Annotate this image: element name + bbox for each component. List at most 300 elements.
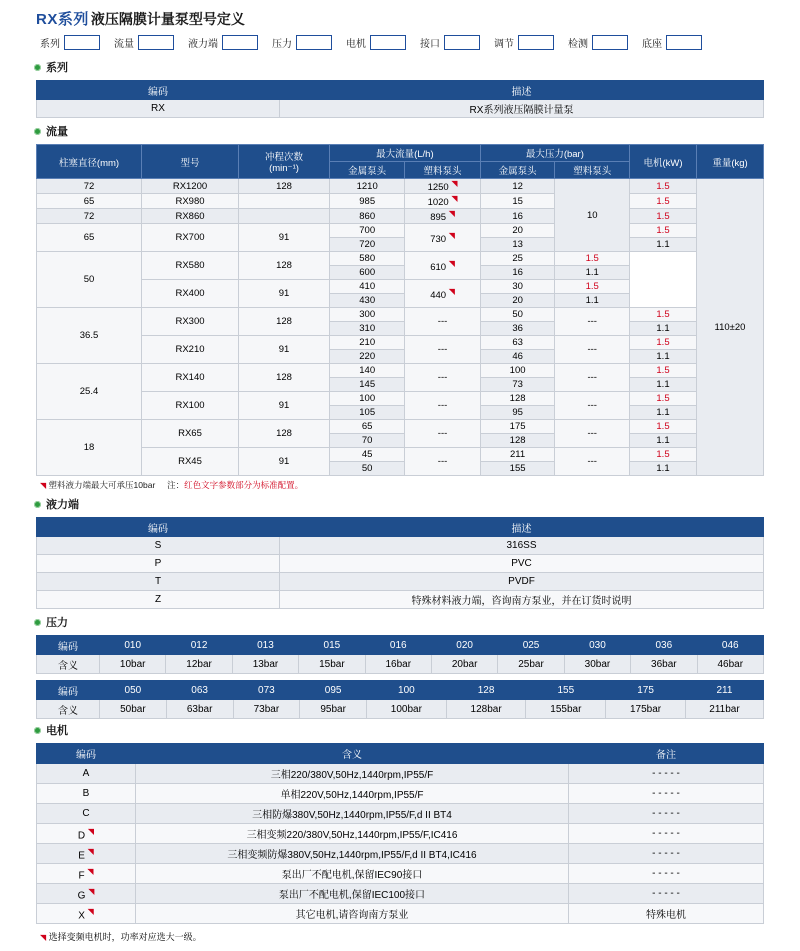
liquid-end-body (37, 537, 764, 609)
cell-motor-power: 1.5 (630, 308, 697, 322)
cell-motor-power: 1.1 (630, 322, 697, 336)
cell-pressure-metal: 36 (480, 322, 555, 336)
pressure-body-2 (37, 681, 764, 719)
table-row (37, 844, 764, 864)
table-row (37, 364, 764, 378)
cell-strokes: 91 (239, 448, 330, 476)
cell-pressure-metal: 50 (480, 308, 555, 322)
cell-pressure-metal: 30 (480, 280, 555, 294)
col-strokes (239, 145, 330, 179)
cell-model: RX65 (142, 420, 239, 448)
table-row (37, 591, 764, 609)
table-row (37, 100, 764, 118)
cell-motor-code: A (37, 764, 136, 784)
bullet-dot-icon (34, 619, 41, 626)
cell-strokes: 128 (239, 364, 330, 392)
cell-motor-meaning: 泵出厂不配电机,保留IEC90接口 (136, 864, 569, 884)
cell-pressure-code: 013 (232, 636, 298, 655)
col-code: 编码 (37, 81, 280, 100)
cell-model: RX400 (142, 280, 239, 308)
flow-table-body (37, 179, 764, 476)
cell-code: S (37, 537, 280, 555)
cell-motor-remark: - - - - - (569, 864, 764, 884)
cell-pressure-value: 15bar (299, 655, 365, 674)
cell-desc: RX系列液压隔膜计量泵 (280, 100, 764, 118)
cell-motor-power: 1.5 (630, 194, 697, 209)
cell-motor-power: 1.5 (630, 392, 697, 406)
cell-motor-code: F ◥ (37, 864, 136, 884)
cell-model: RX140 (142, 364, 239, 392)
cell-pressure-plastic: --- (555, 336, 630, 364)
cell-strokes: 91 (239, 336, 330, 364)
cell-pressure-value: 100bar (367, 700, 447, 719)
cell-strokes: 128 (239, 252, 330, 280)
pressure-value-row (37, 700, 764, 719)
section-header-pressure (0, 611, 800, 633)
cell-code: P (37, 555, 280, 573)
cell-pressure-value: 20bar (431, 655, 497, 674)
row-label-meaning: 含义 (37, 700, 100, 719)
cell-strokes: 128 (239, 179, 330, 194)
motor-footnote (0, 924, 800, 943)
code-label: 压力 (272, 39, 292, 50)
note-red: 红色文字参数部分为标准配置。 (184, 480, 304, 491)
cell-pressure-metal: 211 (480, 448, 555, 462)
section-header-motor (0, 719, 800, 741)
cell-motor-meaning: 三相变频220/380V,50Hz,1440rpm,IP55/F,IC416 (136, 824, 569, 844)
cell-pressure-code: 175 (606, 681, 686, 700)
cell-flow-plastic: --- (405, 336, 480, 364)
cell-flow-plastic: 895 ◥ (405, 209, 480, 224)
cell-model: RX100 (142, 392, 239, 420)
cell-flow-metal: 220 (330, 350, 405, 364)
section-title: 压力 (46, 617, 68, 630)
cell-pressure-metal: 95 (480, 406, 555, 420)
cell-motor-power: 1.1 (630, 406, 697, 420)
cell-piston-diameter: 18 (37, 420, 142, 476)
cell-pressure-metal: 128 (480, 392, 555, 406)
table-header-row (37, 744, 764, 764)
code-label: 检测 (568, 39, 588, 50)
cell-motor-meaning: 其它电机,请咨询南方泵业 (136, 904, 569, 924)
table-row (37, 573, 764, 591)
pressure-code-row (37, 636, 764, 655)
cell-pressure-code: 046 (697, 636, 763, 655)
cell-motor-remark: - - - - - (569, 884, 764, 904)
cell-strokes (239, 194, 330, 209)
table-row (37, 804, 764, 824)
table-row (37, 555, 764, 573)
cell-pressure-metal: 20 (480, 224, 555, 238)
cell-flow-plastic: 440 ◥ (405, 280, 480, 308)
cell-desc: 316SS (280, 537, 764, 555)
section-title: 流量 (46, 126, 68, 138)
code-label: 底座 (642, 39, 662, 50)
cell-flow-metal: 145 (330, 378, 405, 392)
pressure-body-1 (37, 636, 764, 674)
cell-code: T (37, 573, 280, 591)
cell-flow-metal: 70 (330, 434, 405, 448)
col-flow-metal: 金属泵头 (330, 162, 405, 179)
cell-motor-code: C (37, 804, 136, 824)
cell-pressure-code: 100 (367, 681, 447, 700)
cell-motor-power: 1.5 (555, 252, 630, 266)
cell-pressure-code: 010 (100, 636, 166, 655)
table-row (37, 179, 764, 194)
cell-flow-metal: 720 (330, 238, 405, 252)
table-row (37, 336, 764, 350)
col-pres-metal: 金属泵头 (480, 162, 555, 179)
code-item-base (642, 35, 702, 50)
cell-flow-metal: 700 (330, 224, 405, 238)
pressure-value-row (37, 655, 764, 674)
motor-table (36, 743, 764, 924)
cell-flow-plastic: 1020 ◥ (405, 194, 480, 209)
cell-flow-metal: 985 (330, 194, 405, 209)
table-row (37, 784, 764, 804)
cell-code: Z (37, 591, 280, 609)
col-code: 编码 (37, 518, 280, 537)
code-input-box[interactable] (64, 35, 100, 50)
cell-motor-power: 1.1 (555, 294, 630, 308)
cell-motor-meaning: 三相变频防爆380V,50Hz,1440rpm,IP55/F,d II BT4,IC416 (136, 844, 569, 864)
pressure-code-row (37, 681, 764, 700)
cell-pressure-value: 63bar (166, 700, 233, 719)
cell-piston-diameter: 72 (37, 209, 142, 224)
table-row (37, 864, 764, 884)
cell-flow-metal: 45 (330, 448, 405, 462)
section-header-series (0, 56, 800, 78)
cell-pressure-plastic: --- (555, 392, 630, 420)
cell-piston-diameter: 65 (37, 224, 142, 252)
bullet-dot-icon (34, 64, 41, 71)
cell-pressure-value: 25bar (498, 655, 564, 674)
table-row (37, 308, 764, 322)
table-header-row (37, 518, 764, 537)
cell-pressure-code: 095 (300, 681, 367, 700)
cell-piston-diameter: 36.5 (37, 308, 142, 364)
cell-pressure-plastic: --- (555, 308, 630, 336)
cell-flow-plastic: --- (405, 420, 480, 448)
col-desc: 描述 (280, 518, 764, 537)
cell-piston-diameter: 25.4 (37, 364, 142, 420)
page-title (0, 0, 800, 31)
cell-model: RX700 (142, 224, 239, 252)
cell-pressure-metal: 20 (480, 294, 555, 308)
cell-motor-remark: - - - - - (569, 804, 764, 824)
col-max-flow: 最大流量(L/h) (330, 145, 481, 162)
cell-strokes (239, 209, 330, 224)
cell-flow-metal: 100 (330, 392, 405, 406)
cell-motor-meaning: 三相防爆380V,50Hz,1440rpm,IP55/F,d II BT4 (136, 804, 569, 824)
cell-flow-metal: 860 (330, 209, 405, 224)
row-label-meaning: 含义 (37, 655, 100, 674)
cell-flow-plastic: --- (405, 392, 480, 420)
cell-motor-remark: - - - - - (569, 844, 764, 864)
cell-piston-diameter: 50 (37, 252, 142, 308)
cell-strokes: 128 (239, 420, 330, 448)
cell-flow-metal: 310 (330, 322, 405, 336)
col-motor-power: 电机(kW) (630, 145, 697, 179)
cell-pressure-plastic: --- (555, 420, 630, 448)
cell-motor-power: 1.1 (630, 434, 697, 448)
cell-weight: 110±20 (697, 179, 764, 476)
cell-flow-metal: 580 (330, 252, 405, 266)
code-input-box[interactable] (222, 35, 258, 50)
cell-model: RX1200 (142, 179, 239, 194)
cell-motor-power: 1.5 (630, 336, 697, 350)
cell-pressure-metal: 25 (480, 252, 555, 266)
row-label-code: 编码 (37, 636, 100, 655)
cell-pressure-metal: 155 (480, 462, 555, 476)
cell-flow-metal: 210 (330, 336, 405, 350)
cell-motor-power: 1.1 (630, 462, 697, 476)
col-max-pressure: 最大压力(bar) (480, 145, 629, 162)
table-row (37, 392, 764, 406)
cell-flow-metal: 65 (330, 420, 405, 434)
note-marker-icon: ◥ (40, 481, 47, 491)
cell-strokes: 128 (239, 308, 330, 336)
section-header-liquid-end (0, 493, 800, 515)
cell-piston-diameter: 72 (37, 179, 142, 194)
cell-motor-meaning: 三相220/380V,50Hz,1440rpm,IP55/F (136, 764, 569, 784)
code-item-liquid-end (188, 35, 258, 50)
code-label: 液力端 (188, 39, 218, 50)
cell-model: RX860 (142, 209, 239, 224)
cell-flow-plastic: --- (405, 364, 480, 392)
cell-pressure-code: 020 (431, 636, 497, 655)
cell-pressure-value: 12bar (166, 655, 232, 674)
cell-model: RX45 (142, 448, 239, 476)
cell-motor-power: 1.5 (555, 280, 630, 294)
cell-motor-power: 1.5 (630, 364, 697, 378)
cell-pressure-value: 95bar (300, 700, 367, 719)
cell-motor-meaning: 泵出厂不配电机,保留IEC100接口 (136, 884, 569, 904)
footnote-text: 选择变频电机时，功率对应选大一级。 (48, 932, 202, 943)
cell-pressure-code: 211 (685, 681, 763, 700)
cell-flow-plastic: 610 ◥ (405, 252, 480, 280)
motor-table-body (37, 764, 764, 924)
cell-pressure-metal: 128 (480, 434, 555, 448)
cell-pressure-code: 015 (299, 636, 365, 655)
col-code: 编码 (37, 744, 136, 764)
cell-motor-power: 1.1 (630, 238, 697, 252)
cell-motor-power: 1.5 (630, 448, 697, 462)
col-flow-plastic: 塑料泵头 (405, 162, 480, 179)
code-item-motor (346, 35, 406, 50)
cell-motor-power: 1.1 (630, 350, 697, 364)
cell-motor-power: 1.1 (630, 378, 697, 392)
cell-pressure-value: 155bar (526, 700, 606, 719)
cell-pressure-metal: 63 (480, 336, 555, 350)
pressure-table-2 (36, 680, 764, 719)
model-code-builder (0, 31, 800, 56)
cell-flow-metal: 1210 (330, 179, 405, 194)
col-remark: 备注 (569, 744, 764, 764)
cell-flow-metal: 140 (330, 364, 405, 378)
cell-piston-diameter: 65 (37, 194, 142, 209)
liquid-end-table (36, 517, 764, 609)
table-row (37, 280, 764, 294)
section-title: 系列 (46, 62, 68, 74)
code-input-box[interactable] (138, 35, 174, 50)
section-title: 电机 (46, 725, 68, 738)
cell-motor-code: D ◥ (37, 824, 136, 844)
cell-pressure-metal: 12 (480, 179, 555, 194)
table-header-row (37, 145, 764, 162)
bullet-dot-icon (34, 128, 41, 135)
cell-strokes: 91 (239, 392, 330, 420)
cell-strokes: 91 (239, 224, 330, 252)
code-input-box[interactable] (592, 35, 628, 50)
cell-pressure-metal: 73 (480, 378, 555, 392)
row-label-code: 编码 (37, 681, 100, 700)
cell-pressure-metal: 100 (480, 364, 555, 378)
cell-model: RX980 (142, 194, 239, 209)
cell-flow-plastic: --- (405, 308, 480, 336)
cell-pressure-code: 030 (564, 636, 630, 655)
cell-pressure-plastic: --- (555, 364, 630, 392)
cell-motor-code: X ◥ (37, 904, 136, 924)
cell-motor-power: 1.5 (630, 209, 697, 224)
cell-pressure-plastic: 10 (555, 179, 630, 252)
col-piston-diameter: 柱塞直径(mm) (37, 145, 142, 179)
code-item-pressure (272, 35, 332, 50)
cell-pressure-code: 073 (233, 681, 300, 700)
cell-flow-plastic: --- (405, 448, 480, 476)
cell-pressure-metal: 46 (480, 350, 555, 364)
cell-model: RX210 (142, 336, 239, 364)
cell-pressure-metal: 15 (480, 194, 555, 209)
cell-pressure-value: 16bar (365, 655, 431, 674)
bullet-dot-icon (34, 727, 41, 734)
cell-desc: PVC (280, 555, 764, 573)
cell-flow-plastic: 1250 ◥ (405, 179, 480, 194)
cell-pressure-code: 025 (498, 636, 564, 655)
cell-flow-metal: 300 (330, 308, 405, 322)
code-label: 接口 (420, 39, 440, 50)
cell-pressure-code: 050 (100, 681, 167, 700)
code-input-box[interactable] (666, 35, 702, 50)
code-input-box[interactable] (296, 35, 332, 50)
cell-pressure-value: 30bar (564, 655, 630, 674)
cell-flow-metal: 50 (330, 462, 405, 476)
cell-pressure-value: 128bar (446, 700, 526, 719)
cell-flow-metal: 430 (330, 294, 405, 308)
cell-motor-remark: - - - - - (569, 784, 764, 804)
cell-pressure-code: 128 (446, 681, 526, 700)
cell-strokes: 91 (239, 280, 330, 308)
cell-pressure-code: 016 (365, 636, 431, 655)
cell-pressure-metal: 16 (480, 266, 555, 280)
cell-pressure-value: 50bar (100, 700, 167, 719)
cell-pressure-value: 36bar (631, 655, 697, 674)
code-item-flow (114, 35, 174, 50)
table-row (37, 824, 764, 844)
cell-flow-metal: 600 (330, 266, 405, 280)
cell-pressure-value: 175bar (606, 700, 686, 719)
cell-pressure-metal: 13 (480, 238, 555, 252)
code-label: 流量 (114, 39, 134, 50)
code-item-series (40, 35, 100, 50)
cell-motor-code: E ◥ (37, 844, 136, 864)
col-weight: 重量(kg) (697, 145, 764, 179)
col-pres-plastic: 塑料泵头 (555, 162, 630, 179)
code-input-box[interactable] (444, 35, 480, 50)
flow-table (36, 144, 764, 476)
cell-flow-metal: 410 (330, 280, 405, 294)
cell-motor-code: B (37, 784, 136, 804)
col-model: 型号 (142, 145, 239, 179)
table-row (37, 537, 764, 555)
pressure-table-1 (36, 635, 764, 674)
cell-pressure-value: 211bar (685, 700, 763, 719)
note-mid: 注： (167, 480, 185, 491)
cell-motor-remark: - - - - - (569, 824, 764, 844)
code-input-box[interactable] (370, 35, 406, 50)
code-label: 调节 (494, 39, 514, 50)
cell-motor-power: 1.5 (630, 420, 697, 434)
table-row (37, 252, 764, 266)
cell-desc: PVDF (280, 573, 764, 591)
cell-pressure-code: 012 (166, 636, 232, 655)
title-prefix: RX系列 (36, 11, 89, 28)
cell-pressure-plastic: --- (555, 448, 630, 476)
table-row (37, 194, 764, 209)
cell-motor-power: 1.5 (630, 179, 697, 194)
col-desc: 描述 (280, 81, 764, 100)
code-item-adjust (494, 35, 554, 50)
cell-motor-power: 1.1 (555, 266, 630, 280)
col-strokes-label: 冲程次数 (264, 152, 303, 163)
cell-pressure-value: 10bar (100, 655, 166, 674)
cell-model: RX580 (142, 252, 239, 280)
code-input-box[interactable] (518, 35, 554, 50)
cell-motor-code: G ◥ (37, 884, 136, 904)
cell-desc: 特殊材料液力端，咨询南方泵业，并在订货时说明 (280, 591, 764, 609)
cell-motor-remark: 特殊电机 (569, 904, 764, 924)
cell-flow-plastic: 730 ◥ (405, 224, 480, 252)
table-row (37, 420, 764, 434)
cell-pressure-code: 155 (526, 681, 606, 700)
cell-pressure-metal: 16 (480, 209, 555, 224)
cell-code: RX (37, 100, 280, 118)
table-row (37, 209, 764, 224)
table-row (37, 904, 764, 924)
table-row (37, 448, 764, 462)
table-row (37, 764, 764, 784)
cell-motor-power: 1.5 (630, 224, 697, 238)
table-row (37, 884, 764, 904)
cell-pressure-value: 46bar (697, 655, 763, 674)
section-header-flow (0, 120, 800, 142)
table-header-row (37, 81, 764, 100)
code-label: 系列 (40, 39, 60, 50)
table-row (37, 224, 764, 238)
section-title: 液力端 (46, 499, 79, 512)
cell-pressure-metal: 175 (480, 420, 555, 434)
col-meaning: 含义 (136, 744, 569, 764)
cell-motor-meaning: 单相220V,50Hz,1440rpm,IP55/F (136, 784, 569, 804)
cell-pressure-value: 13bar (232, 655, 298, 674)
code-label: 电机 (346, 39, 366, 50)
cell-flow-metal: 105 (330, 406, 405, 420)
cell-motor-remark: - - - - - (569, 764, 764, 784)
footnote-marker-icon: ◥ (40, 933, 47, 943)
cell-model: RX300 (142, 308, 239, 336)
cell-pressure-value: 73bar (233, 700, 300, 719)
cell-pressure-code: 063 (166, 681, 233, 700)
